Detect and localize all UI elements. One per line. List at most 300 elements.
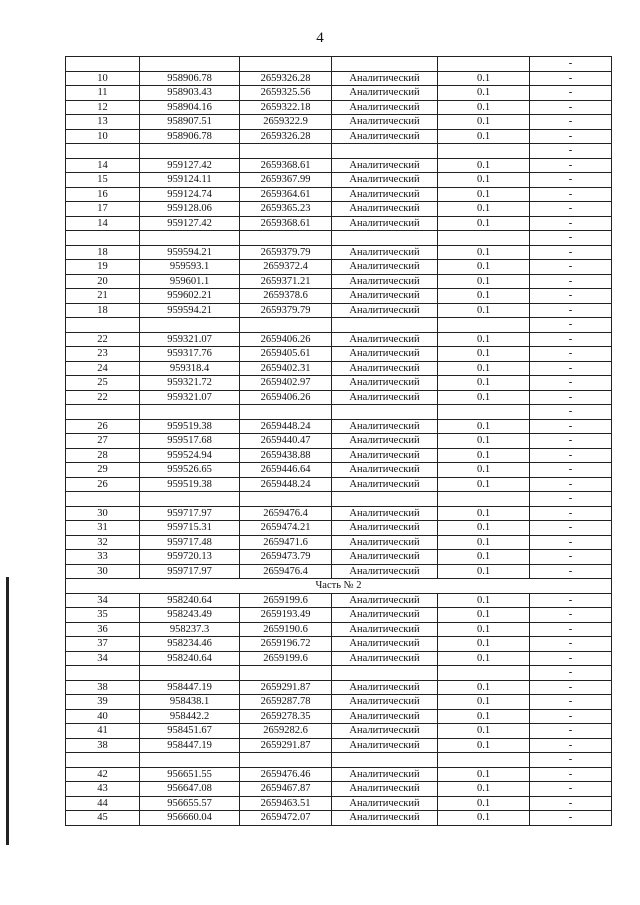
accuracy-cell: 0.1: [438, 332, 530, 347]
point-number-cell: 20: [66, 274, 140, 289]
method-cell: Аналитический: [332, 216, 438, 231]
accuracy-cell: 0.1: [438, 245, 530, 260]
x-coordinate-cell: 959526.65: [140, 463, 240, 478]
point-number-cell: 28: [66, 448, 140, 463]
empty-cell: [66, 144, 140, 159]
table-row: [66, 216, 612, 231]
note-cell: -: [530, 564, 612, 579]
method-cell: Аналитический: [332, 521, 438, 536]
empty-cell: [140, 492, 240, 507]
accuracy-cell: 0.1: [438, 738, 530, 753]
x-coordinate-cell: 958907.51: [140, 115, 240, 130]
x-coordinate-cell: 958240.64: [140, 593, 240, 608]
point-number-cell: 10: [66, 129, 140, 144]
separator-row: [66, 492, 612, 507]
table-row: [66, 245, 612, 260]
y-coordinate-cell: 2659378.6: [240, 289, 332, 304]
y-coordinate-cell: 2659406.26: [240, 332, 332, 347]
accuracy-cell: 0.1: [438, 680, 530, 695]
note-cell: -: [530, 637, 612, 652]
method-cell: Аналитический: [332, 129, 438, 144]
separator-row: [66, 405, 612, 420]
accuracy-cell: 0.1: [438, 709, 530, 724]
note-cell: -: [530, 347, 612, 362]
y-coordinate-cell: 2659473.79: [240, 550, 332, 565]
y-coordinate-cell: 2659291.87: [240, 680, 332, 695]
point-number-cell: 34: [66, 593, 140, 608]
margin-rule: [6, 577, 9, 845]
x-coordinate-cell: 958240.64: [140, 651, 240, 666]
separator-row: [66, 753, 612, 768]
point-number-cell: 37: [66, 637, 140, 652]
point-number-cell: 16: [66, 187, 140, 202]
table-row: [66, 173, 612, 188]
note-cell: -: [530, 463, 612, 478]
empty-cell: [438, 405, 530, 420]
table-row: [66, 506, 612, 521]
method-cell: Аналитический: [332, 709, 438, 724]
note-cell: -: [530, 796, 612, 811]
accuracy-cell: 0.1: [438, 173, 530, 188]
method-cell: Аналитический: [332, 535, 438, 550]
method-cell: Аналитический: [332, 332, 438, 347]
empty-cell: [332, 231, 438, 246]
point-number-cell: 18: [66, 245, 140, 260]
coordinates-table: [65, 56, 612, 826]
y-coordinate-cell: 2659448.24: [240, 419, 332, 434]
point-number-cell: 23: [66, 347, 140, 362]
accuracy-cell: 0.1: [438, 477, 530, 492]
y-coordinate-cell: 2659379.79: [240, 245, 332, 260]
point-number-cell: 42: [66, 767, 140, 782]
empty-cell: [66, 318, 140, 333]
accuracy-cell: 0.1: [438, 564, 530, 579]
note-cell: -: [530, 753, 612, 768]
y-coordinate-cell: 2659326.28: [240, 71, 332, 86]
point-number-cell: 13: [66, 115, 140, 130]
note-cell: -: [530, 144, 612, 159]
table-row: [66, 709, 612, 724]
point-number-cell: 24: [66, 361, 140, 376]
point-number-cell: 25: [66, 376, 140, 391]
accuracy-cell: 0.1: [438, 187, 530, 202]
accuracy-cell: 0.1: [438, 608, 530, 623]
empty-cell: [66, 492, 140, 507]
accuracy-cell: 0.1: [438, 434, 530, 449]
point-number-cell: 26: [66, 419, 140, 434]
table-row: [66, 260, 612, 275]
note-cell: -: [530, 492, 612, 507]
x-coordinate-cell: 959124.74: [140, 187, 240, 202]
point-number-cell: 35: [66, 608, 140, 623]
accuracy-cell: 0.1: [438, 202, 530, 217]
x-coordinate-cell: 959519.38: [140, 419, 240, 434]
empty-cell: [140, 753, 240, 768]
table-row: [66, 419, 612, 434]
note-cell: -: [530, 100, 612, 115]
y-coordinate-cell: 2659476.4: [240, 564, 332, 579]
note-cell: -: [530, 506, 612, 521]
table-row: [66, 289, 612, 304]
table-row: [66, 593, 612, 608]
x-coordinate-cell: 958451.67: [140, 724, 240, 739]
note-cell: -: [530, 202, 612, 217]
empty-cell: [438, 666, 530, 681]
note-cell: -: [530, 695, 612, 710]
table-row: [66, 129, 612, 144]
x-coordinate-cell: 959317.76: [140, 347, 240, 362]
method-cell: Аналитический: [332, 796, 438, 811]
x-coordinate-cell: 958438.1: [140, 695, 240, 710]
method-cell: Аналитический: [332, 593, 438, 608]
x-coordinate-cell: 959601.1: [140, 274, 240, 289]
accuracy-cell: 0.1: [438, 129, 530, 144]
y-coordinate-cell: 2659474.21: [240, 521, 332, 536]
method-cell: Аналитический: [332, 564, 438, 579]
method-cell: Аналитический: [332, 608, 438, 623]
method-cell: Аналитический: [332, 651, 438, 666]
x-coordinate-cell: 956660.04: [140, 811, 240, 826]
accuracy-cell: 0.1: [438, 448, 530, 463]
table-row: [66, 448, 612, 463]
empty-cell: [332, 666, 438, 681]
y-coordinate-cell: 2659476.46: [240, 767, 332, 782]
x-coordinate-cell: 959593.1: [140, 260, 240, 275]
method-cell: Аналитический: [332, 86, 438, 101]
table-row: [66, 115, 612, 130]
x-coordinate-cell: 956655.57: [140, 796, 240, 811]
table-row: [66, 86, 612, 101]
point-number-cell: 38: [66, 680, 140, 695]
separator-row: [66, 144, 612, 159]
note-cell: -: [530, 376, 612, 391]
x-coordinate-cell: 956651.55: [140, 767, 240, 782]
y-coordinate-cell: 2659367.99: [240, 173, 332, 188]
method-cell: Аналитический: [332, 738, 438, 753]
y-coordinate-cell: 2659440.47: [240, 434, 332, 449]
point-number-cell: 21: [66, 289, 140, 304]
accuracy-cell: 0.1: [438, 289, 530, 304]
empty-cell: [140, 318, 240, 333]
table-row: [66, 550, 612, 565]
accuracy-cell: 0.1: [438, 651, 530, 666]
empty-cell: [66, 57, 140, 72]
point-number-cell: 27: [66, 434, 140, 449]
empty-cell: [438, 753, 530, 768]
table-row: [66, 796, 612, 811]
accuracy-cell: 0.1: [438, 216, 530, 231]
table-row: [66, 695, 612, 710]
table-row: [66, 811, 612, 826]
note-cell: -: [530, 550, 612, 565]
accuracy-cell: 0.1: [438, 506, 530, 521]
separator-row: [66, 231, 612, 246]
y-coordinate-cell: 2659472.07: [240, 811, 332, 826]
method-cell: Аналитический: [332, 782, 438, 797]
note-cell: -: [530, 332, 612, 347]
accuracy-cell: 0.1: [438, 260, 530, 275]
note-cell: -: [530, 318, 612, 333]
note-cell: -: [530, 608, 612, 623]
note-cell: -: [530, 738, 612, 753]
method-cell: Аналитический: [332, 506, 438, 521]
method-cell: Аналитический: [332, 361, 438, 376]
x-coordinate-cell: 959517.68: [140, 434, 240, 449]
point-number-cell: 15: [66, 173, 140, 188]
y-coordinate-cell: 2659365.23: [240, 202, 332, 217]
note-cell: -: [530, 709, 612, 724]
empty-cell: [240, 492, 332, 507]
empty-cell: [240, 231, 332, 246]
method-cell: Аналитический: [332, 260, 438, 275]
method-cell: Аналитический: [332, 158, 438, 173]
empty-cell: [66, 753, 140, 768]
y-coordinate-cell: 2659406.26: [240, 390, 332, 405]
method-cell: Аналитический: [332, 245, 438, 260]
y-coordinate-cell: 2659368.61: [240, 216, 332, 231]
point-number-cell: 33: [66, 550, 140, 565]
note-cell: -: [530, 651, 612, 666]
x-coordinate-cell: 959128.06: [140, 202, 240, 217]
table-row: [66, 376, 612, 391]
method-cell: Аналитический: [332, 550, 438, 565]
x-coordinate-cell: 958243.49: [140, 608, 240, 623]
table-row: [66, 782, 612, 797]
page-number: 4: [316, 30, 324, 46]
accuracy-cell: 0.1: [438, 158, 530, 173]
empty-cell: [240, 405, 332, 420]
accuracy-cell: 0.1: [438, 695, 530, 710]
table-row: [66, 202, 612, 217]
point-number-cell: 10: [66, 71, 140, 86]
empty-cell: [332, 492, 438, 507]
table-row: [66, 303, 612, 318]
accuracy-cell: 0.1: [438, 767, 530, 782]
method-cell: Аналитический: [332, 463, 438, 478]
point-number-cell: 44: [66, 796, 140, 811]
table-row: [66, 651, 612, 666]
empty-cell: [240, 753, 332, 768]
empty-cell: [140, 57, 240, 72]
method-cell: Аналитический: [332, 115, 438, 130]
y-coordinate-cell: 2659371.21: [240, 274, 332, 289]
empty-cell: [240, 318, 332, 333]
table-row: [66, 390, 612, 405]
point-number-cell: 34: [66, 651, 140, 666]
method-cell: Аналитический: [332, 347, 438, 362]
empty-cell: [140, 144, 240, 159]
x-coordinate-cell: 959594.21: [140, 303, 240, 318]
point-number-cell: 22: [66, 332, 140, 347]
accuracy-cell: 0.1: [438, 361, 530, 376]
accuracy-cell: 0.1: [438, 811, 530, 826]
method-cell: Аналитический: [332, 434, 438, 449]
accuracy-cell: 0.1: [438, 100, 530, 115]
y-coordinate-cell: 2659325.56: [240, 86, 332, 101]
point-number-cell: 41: [66, 724, 140, 739]
x-coordinate-cell: 959127.42: [140, 216, 240, 231]
y-coordinate-cell: 2659402.31: [240, 361, 332, 376]
note-cell: -: [530, 521, 612, 536]
x-coordinate-cell: 959717.97: [140, 506, 240, 521]
note-cell: -: [530, 57, 612, 72]
note-cell: -: [530, 390, 612, 405]
accuracy-cell: 0.1: [438, 463, 530, 478]
x-coordinate-cell: 958447.19: [140, 738, 240, 753]
note-cell: -: [530, 448, 612, 463]
method-cell: Аналитический: [332, 695, 438, 710]
empty-cell: [66, 231, 140, 246]
table-row: [66, 463, 612, 478]
y-coordinate-cell: 2659196.72: [240, 637, 332, 652]
x-coordinate-cell: 959524.94: [140, 448, 240, 463]
part-label-cell: Часть № 2: [66, 579, 612, 594]
empty-cell: [438, 492, 530, 507]
note-cell: -: [530, 231, 612, 246]
point-number-cell: 38: [66, 738, 140, 753]
y-coordinate-cell: 2659467.87: [240, 782, 332, 797]
table-row: [66, 71, 612, 86]
point-number-cell: 26: [66, 477, 140, 492]
point-number-cell: 12: [66, 100, 140, 115]
accuracy-cell: 0.1: [438, 303, 530, 318]
x-coordinate-cell: 959318.4: [140, 361, 240, 376]
point-number-cell: 14: [66, 216, 140, 231]
point-number-cell: 22: [66, 390, 140, 405]
empty-cell: [140, 231, 240, 246]
table-row: [66, 158, 612, 173]
note-cell: -: [530, 303, 612, 318]
table-row: [66, 738, 612, 753]
method-cell: Аналитический: [332, 376, 438, 391]
method-cell: Аналитический: [332, 202, 438, 217]
accuracy-cell: 0.1: [438, 796, 530, 811]
y-coordinate-cell: 2659278.35: [240, 709, 332, 724]
y-coordinate-cell: 2659438.88: [240, 448, 332, 463]
table-row: [66, 622, 612, 637]
x-coordinate-cell: 958904.16: [140, 100, 240, 115]
empty-cell: [332, 405, 438, 420]
accuracy-cell: 0.1: [438, 347, 530, 362]
accuracy-cell: 0.1: [438, 390, 530, 405]
y-coordinate-cell: 2659476.4: [240, 506, 332, 521]
y-coordinate-cell: 2659372.4: [240, 260, 332, 275]
note-cell: -: [530, 129, 612, 144]
y-coordinate-cell: 2659364.61: [240, 187, 332, 202]
note-cell: -: [530, 666, 612, 681]
y-coordinate-cell: 2659448.24: [240, 477, 332, 492]
x-coordinate-cell: 959321.07: [140, 332, 240, 347]
y-coordinate-cell: 2659402.97: [240, 376, 332, 391]
separator-row: [66, 318, 612, 333]
note-cell: -: [530, 434, 612, 449]
method-cell: Аналитический: [332, 274, 438, 289]
x-coordinate-cell: 958447.19: [140, 680, 240, 695]
accuracy-cell: 0.1: [438, 550, 530, 565]
point-number-cell: 17: [66, 202, 140, 217]
x-coordinate-cell: 959715.31: [140, 521, 240, 536]
y-coordinate-cell: 2659379.79: [240, 303, 332, 318]
note-cell: -: [530, 622, 612, 637]
table-row: [66, 535, 612, 550]
table-row: [66, 724, 612, 739]
empty-cell: [332, 57, 438, 72]
y-coordinate-cell: 2659326.28: [240, 129, 332, 144]
table-row: [66, 680, 612, 695]
y-coordinate-cell: 2659287.78: [240, 695, 332, 710]
table-row: [66, 434, 612, 449]
method-cell: Аналитический: [332, 637, 438, 652]
x-coordinate-cell: 959717.97: [140, 564, 240, 579]
y-coordinate-cell: 2659405.61: [240, 347, 332, 362]
table-row: [66, 564, 612, 579]
note-cell: -: [530, 405, 612, 420]
x-coordinate-cell: 958237.3: [140, 622, 240, 637]
x-coordinate-cell: 959127.42: [140, 158, 240, 173]
note-cell: -: [530, 782, 612, 797]
note-cell: -: [530, 593, 612, 608]
table-row: [66, 361, 612, 376]
x-coordinate-cell: 959321.07: [140, 390, 240, 405]
accuracy-cell: 0.1: [438, 376, 530, 391]
accuracy-cell: 0.1: [438, 782, 530, 797]
method-cell: Аналитический: [332, 622, 438, 637]
note-cell: -: [530, 187, 612, 202]
table-row: [66, 332, 612, 347]
method-cell: Аналитический: [332, 477, 438, 492]
y-coordinate-cell: 2659471.6: [240, 535, 332, 550]
note-cell: -: [530, 811, 612, 826]
note-cell: -: [530, 216, 612, 231]
empty-cell: [140, 666, 240, 681]
x-coordinate-cell: 959594.21: [140, 245, 240, 260]
accuracy-cell: 0.1: [438, 521, 530, 536]
point-number-cell: 30: [66, 564, 140, 579]
note-cell: -: [530, 86, 612, 101]
accuracy-cell: 0.1: [438, 71, 530, 86]
point-number-cell: 36: [66, 622, 140, 637]
y-coordinate-cell: 2659368.61: [240, 158, 332, 173]
x-coordinate-cell: 959519.38: [140, 477, 240, 492]
point-number-cell: 40: [66, 709, 140, 724]
separator-row: [66, 57, 612, 72]
separator-row: [66, 666, 612, 681]
x-coordinate-cell: 959602.21: [140, 289, 240, 304]
x-coordinate-cell: 959124.11: [140, 173, 240, 188]
point-number-cell: 45: [66, 811, 140, 826]
x-coordinate-cell: 959720.13: [140, 550, 240, 565]
note-cell: -: [530, 724, 612, 739]
method-cell: Аналитический: [332, 100, 438, 115]
x-coordinate-cell: 958442.2: [140, 709, 240, 724]
x-coordinate-cell: 959321.72: [140, 376, 240, 391]
method-cell: Аналитический: [332, 680, 438, 695]
table-row: [66, 187, 612, 202]
method-cell: Аналитический: [332, 289, 438, 304]
method-cell: Аналитический: [332, 187, 438, 202]
point-number-cell: 43: [66, 782, 140, 797]
table-row: [66, 347, 612, 362]
note-cell: -: [530, 289, 612, 304]
method-cell: Аналитический: [332, 390, 438, 405]
y-coordinate-cell: 2659199.6: [240, 651, 332, 666]
accuracy-cell: 0.1: [438, 637, 530, 652]
note-cell: -: [530, 680, 612, 695]
empty-cell: [240, 666, 332, 681]
note-cell: -: [530, 274, 612, 289]
table-row: [66, 477, 612, 492]
method-cell: Аналитический: [332, 173, 438, 188]
